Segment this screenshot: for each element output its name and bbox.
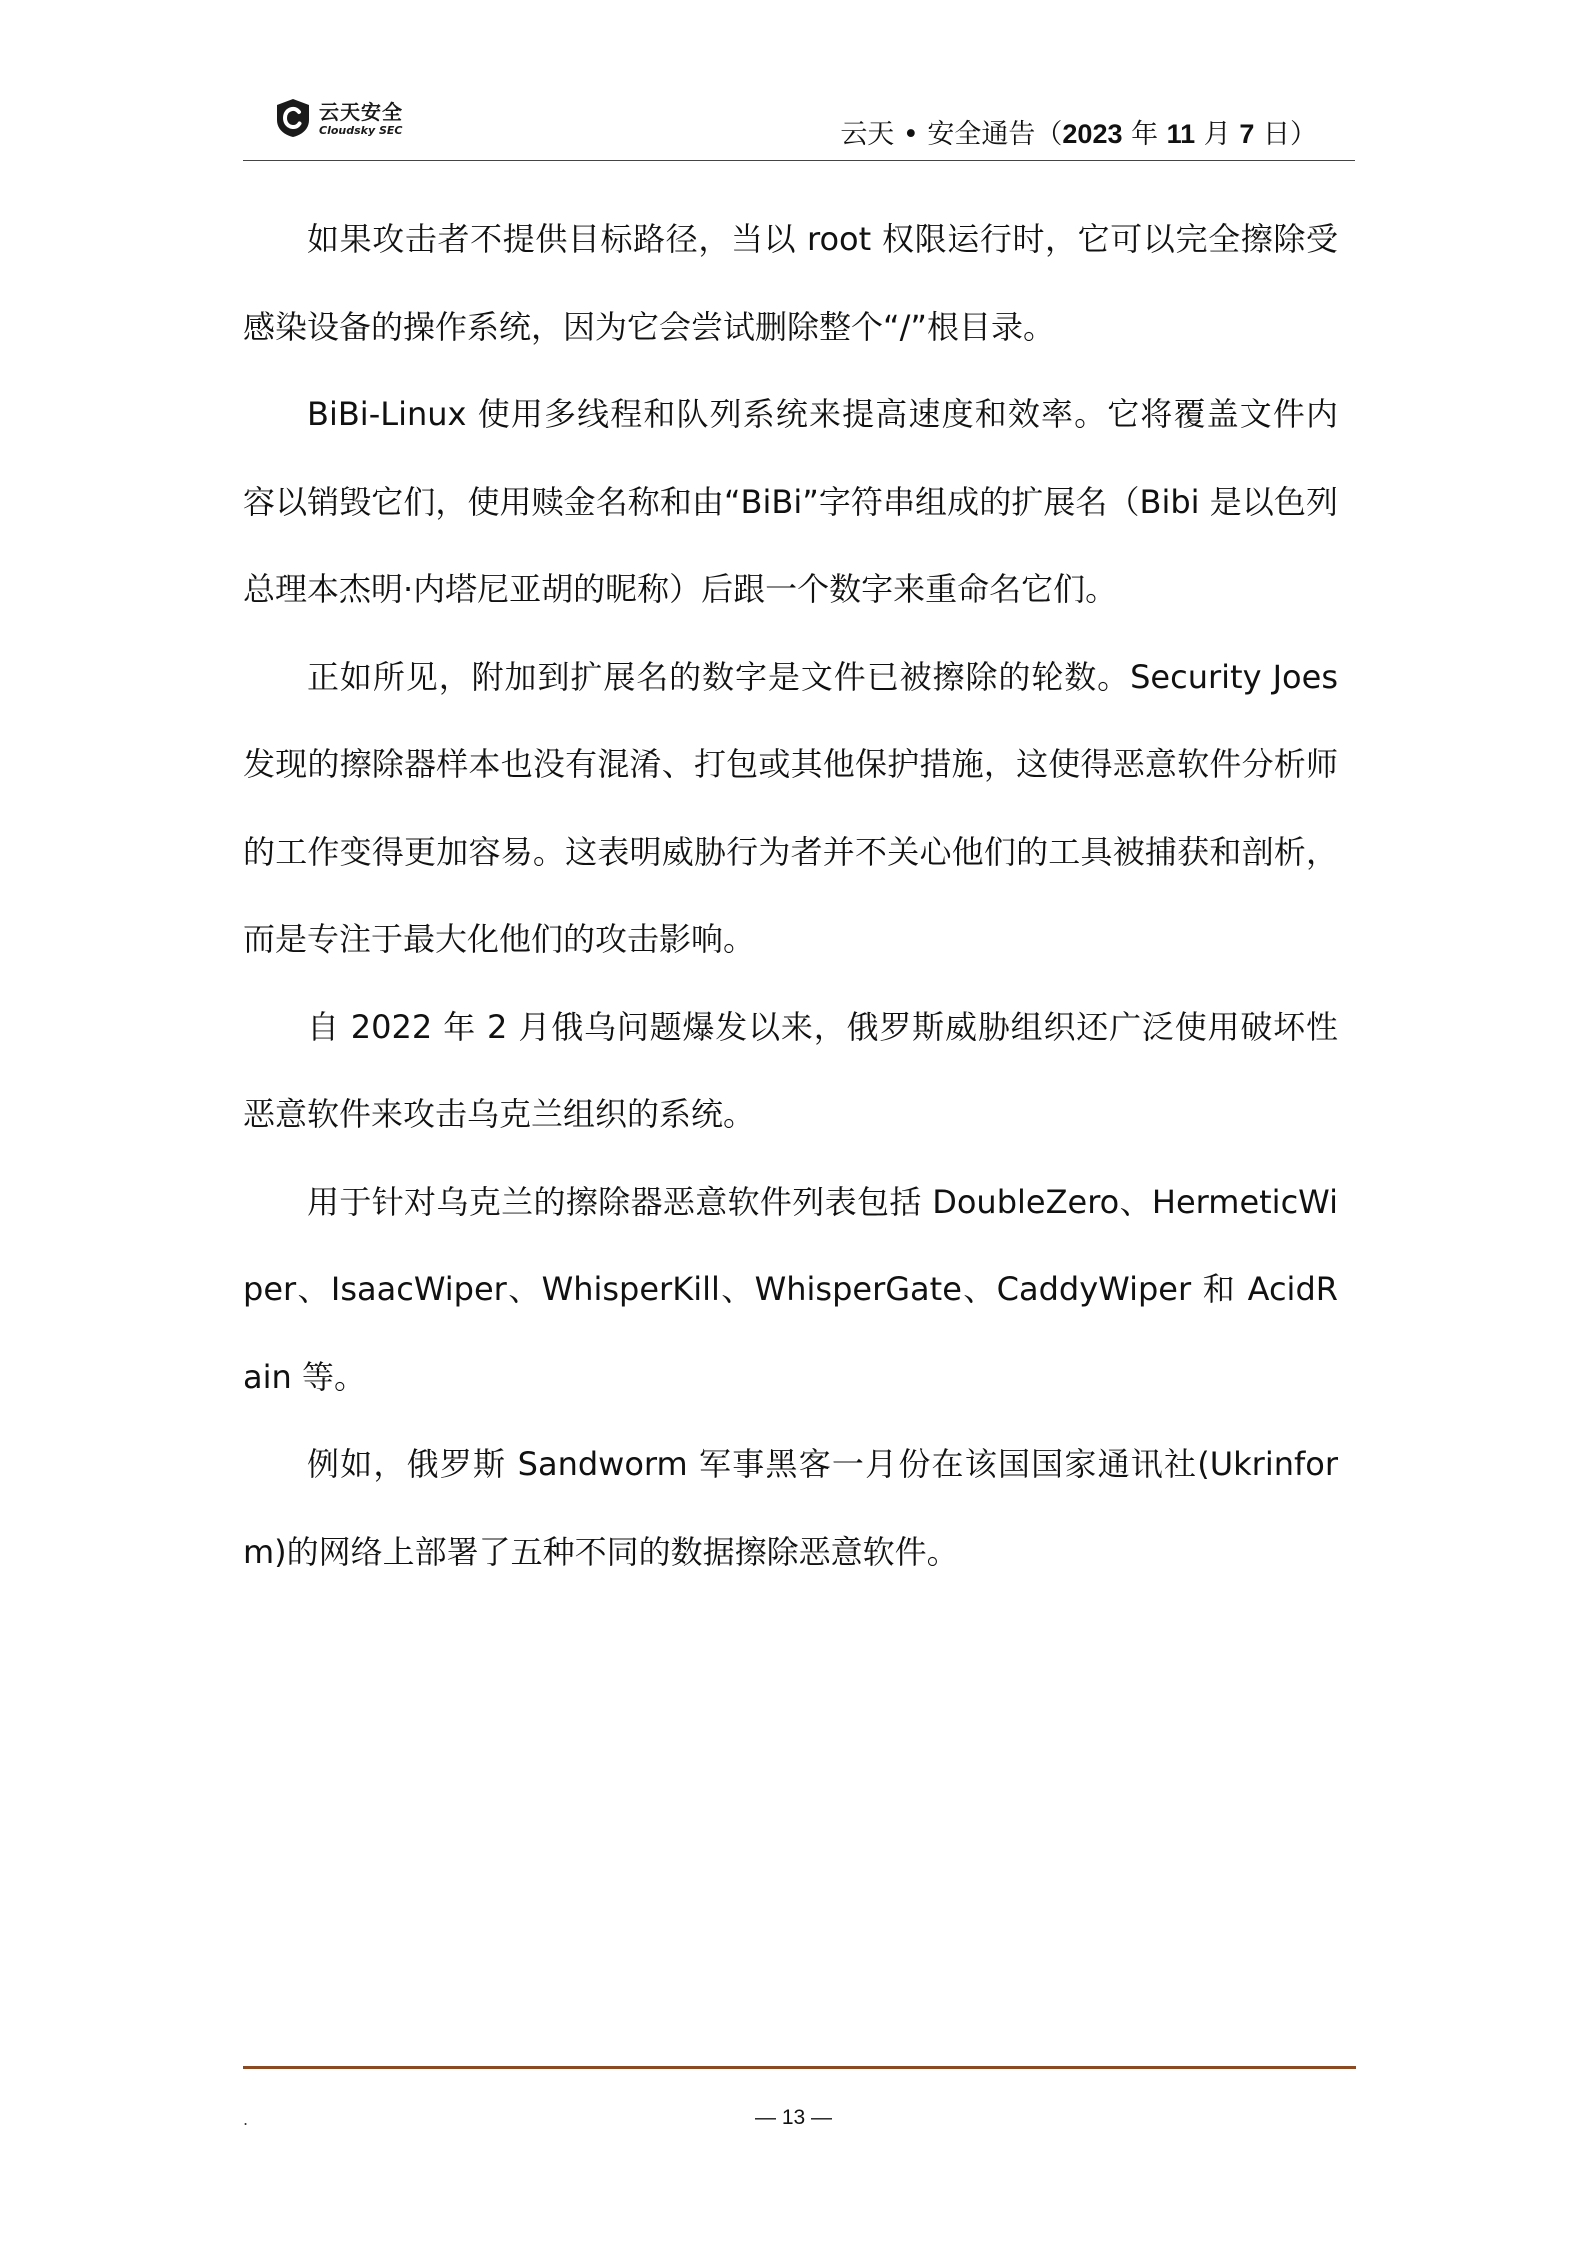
paragraph: 例如，俄罗斯 Sandworm 军事黑客一月份在该国国家通讯社(Ukrinform)的网络上部署了五种不同的数据擦除恶意软件。 xyxy=(243,1445,1338,1571)
header-year-suffix: 年 xyxy=(1122,119,1167,150)
footer-divider xyxy=(243,2066,1356,2069)
header-logo xyxy=(275,96,435,144)
header-day-suffix: 日） xyxy=(1254,119,1317,150)
header-title-prefix: 云天 • 安全通告（ xyxy=(840,119,1063,150)
header-month-suffix: 月 xyxy=(1195,119,1240,150)
paragraph: BiBi-Linux 使用多线程和队列系统来提高速度和效率。它将覆盖文件内容以销毁它们，使用赎金名称和由“BiBi”字符串组成的扩展名（Bibi 是以色列总理本杰明·内塔尼亚胡的昵称）后跟一个数字来重命名它们。 xyxy=(243,395,1338,608)
paragraph: 自 2022 年 2 月俄乌问题爆发以来，俄罗斯威胁组织还广泛使用破坏性恶意软件来攻击乌克兰组织的系统。 xyxy=(243,1007,1338,1133)
header-month: 11 xyxy=(1166,119,1196,149)
header-day: 7 xyxy=(1239,119,1255,149)
page-number: — 13 — xyxy=(754,2106,833,2129)
paragraph: 如果攻击者不提供目标路径，当以 root 权限运行时，它可以完全擦除受感染设备的操作系统，因为它会尝试删除整个“/”根目录。 xyxy=(243,220,1338,346)
logo-chinese-text: 云天安全 xyxy=(319,100,403,124)
footer-dot: . xyxy=(243,2110,249,2129)
body-content xyxy=(243,196,1338,1596)
logo-english-text: Cloudsky SEC xyxy=(319,124,403,137)
header-year: 2023 xyxy=(1062,119,1123,149)
paragraph: 用于针对乌克兰的擦除器恶意软件列表包括 DoubleZero、HermeticWiper、IsaacWiper、WhisperKill、WhisperGate、CaddyWiper 和 AcidRain 等。 xyxy=(243,1182,1338,1396)
header-divider xyxy=(243,160,1355,161)
paragraph: 正如所见，附加到扩展名的数字是文件已被擦除的轮数。Security Joes 发现的擦除器样本也没有混淆、打包或其他保护措施，这使得恶意软件分析师的工作变得更加容易。这表明威胁行为者并不关心他们的工具被捕获和剖析，而是专注于最大化他们的攻击影响。 xyxy=(243,657,1338,958)
header-title xyxy=(840,112,1317,151)
shield-c-logo-icon xyxy=(275,98,311,138)
